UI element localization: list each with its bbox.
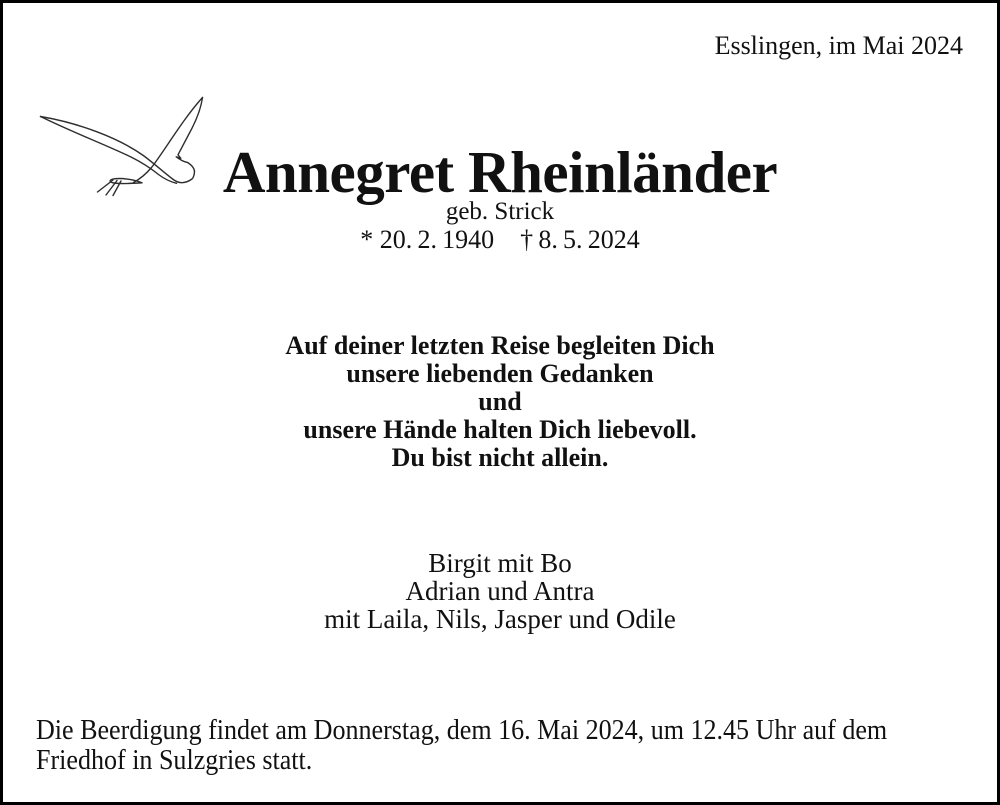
mourner-line: mit Laila, Nils, Jasper und Odile — [324, 604, 676, 634]
poem-line: unsere liebenden Gedanken — [346, 359, 654, 388]
funeral-line: Friedhof in Sulzgries statt. — [36, 745, 313, 776]
poem-line: Du bist nicht allein. — [391, 443, 609, 472]
maiden-name: geb. Strick — [445, 198, 555, 225]
deceased-name: Annegret Rheinländer — [222, 139, 778, 205]
funeral-announcement — [36, 716, 887, 776]
funeral-line: Die Beerdigung findet am Donnerstag, dem 16. Mai 2024, um 12.45 Uhr auf dem — [36, 715, 888, 746]
poem-line: und — [478, 387, 522, 416]
mourner-line: Adrian und Antra — [405, 576, 595, 606]
dateline: Esslingen, im Mai 2024 — [714, 31, 963, 60]
memorial-poem — [0, 332, 1000, 472]
mourner-line: Birgit mit Bo — [428, 548, 572, 578]
mourners-list — [0, 549, 1000, 633]
life-dates: * 20. 2. 1940 † 8. 5. 2024 — [360, 225, 640, 254]
poem-line: Auf deiner letzten Reise begleiten Dich — [285, 331, 715, 360]
poem-line: unsere Hände halten Dich liebevoll. — [303, 415, 697, 444]
